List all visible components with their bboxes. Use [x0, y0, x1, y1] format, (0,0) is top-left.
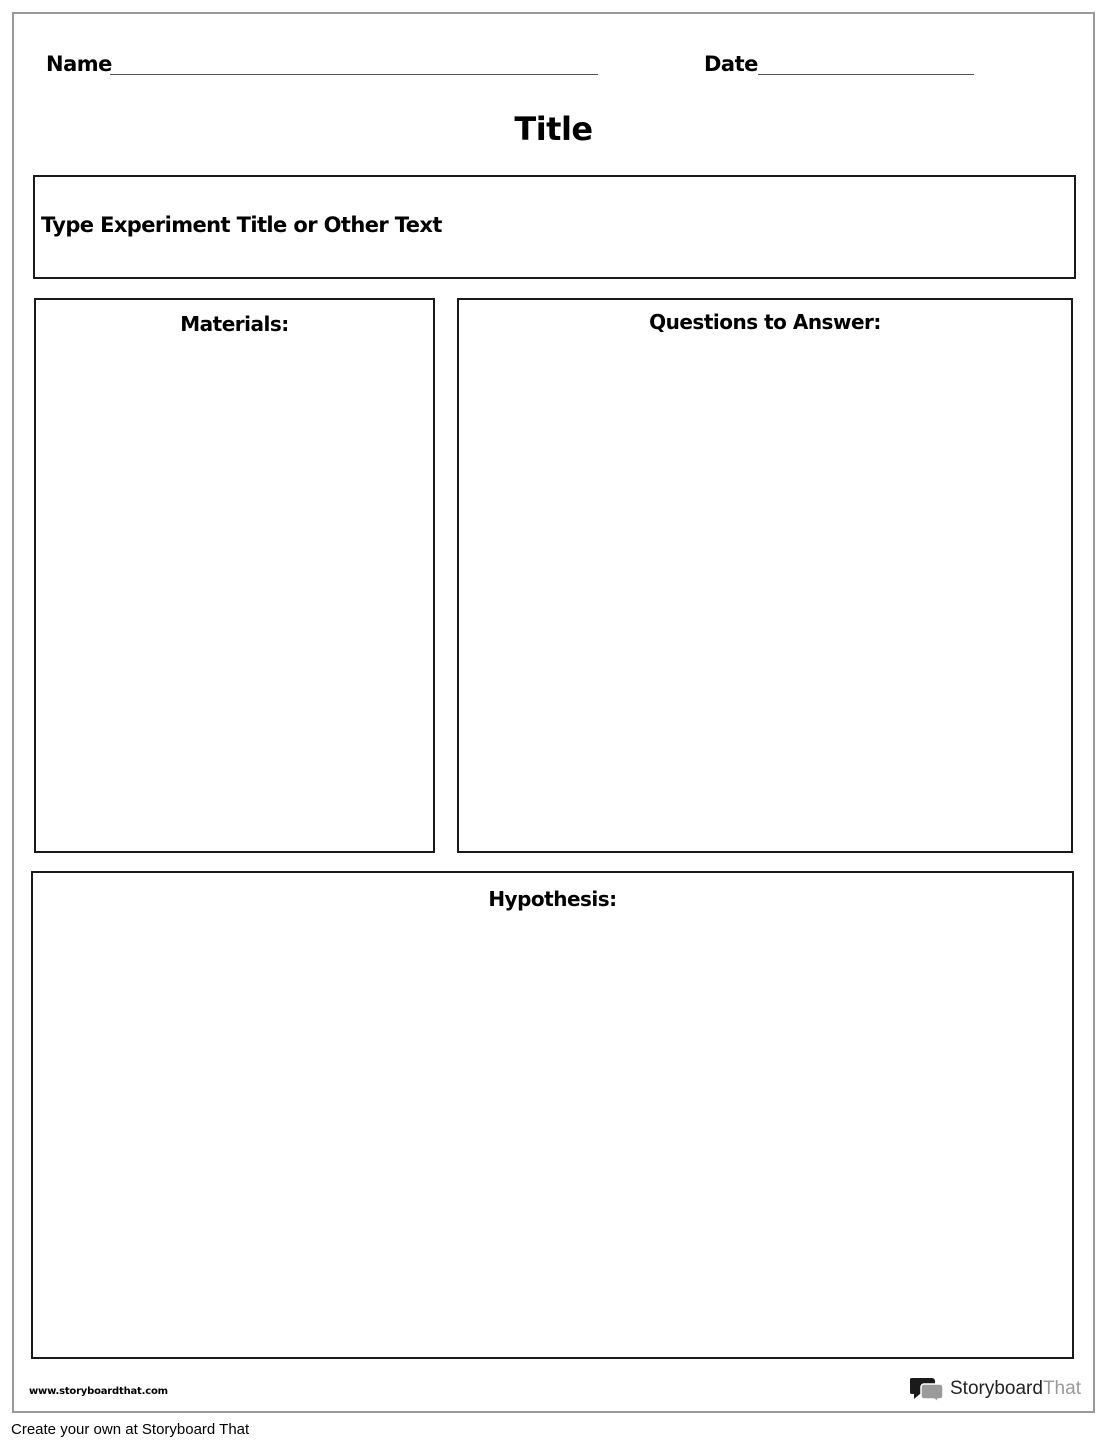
storyboardthat-logo	[910, 1374, 1081, 1404]
experiment-title-box[interactable]	[33, 175, 1076, 279]
date-label: Date	[704, 52, 758, 76]
brand-name-light: That	[1042, 1378, 1081, 1399]
footer-credit-link[interactable]: Create your own at Storyboard That	[11, 1421, 250, 1438]
brand-wordmark	[950, 1378, 1081, 1400]
questions-heading: Questions to Answer:	[649, 310, 881, 334]
materials-box[interactable]	[34, 298, 435, 853]
hypothesis-heading: Hypothesis:	[488, 887, 617, 911]
speech-bubbles-icon	[910, 1376, 944, 1402]
questions-box[interactable]	[457, 298, 1073, 853]
hypothesis-box[interactable]	[31, 871, 1074, 1359]
experiment-title-text: Type Experiment Title or Other Text	[41, 213, 442, 237]
name-label: Name	[46, 52, 112, 76]
materials-heading: Materials:	[180, 312, 289, 336]
page-title: Title	[514, 110, 593, 148]
site-url: www.storyboardthat.com	[29, 1386, 168, 1397]
brand-name-main: Storyboard	[950, 1378, 1043, 1399]
date-line[interactable]	[758, 74, 974, 75]
worksheet-page	[12, 12, 1095, 1413]
name-line[interactable]	[110, 74, 598, 75]
